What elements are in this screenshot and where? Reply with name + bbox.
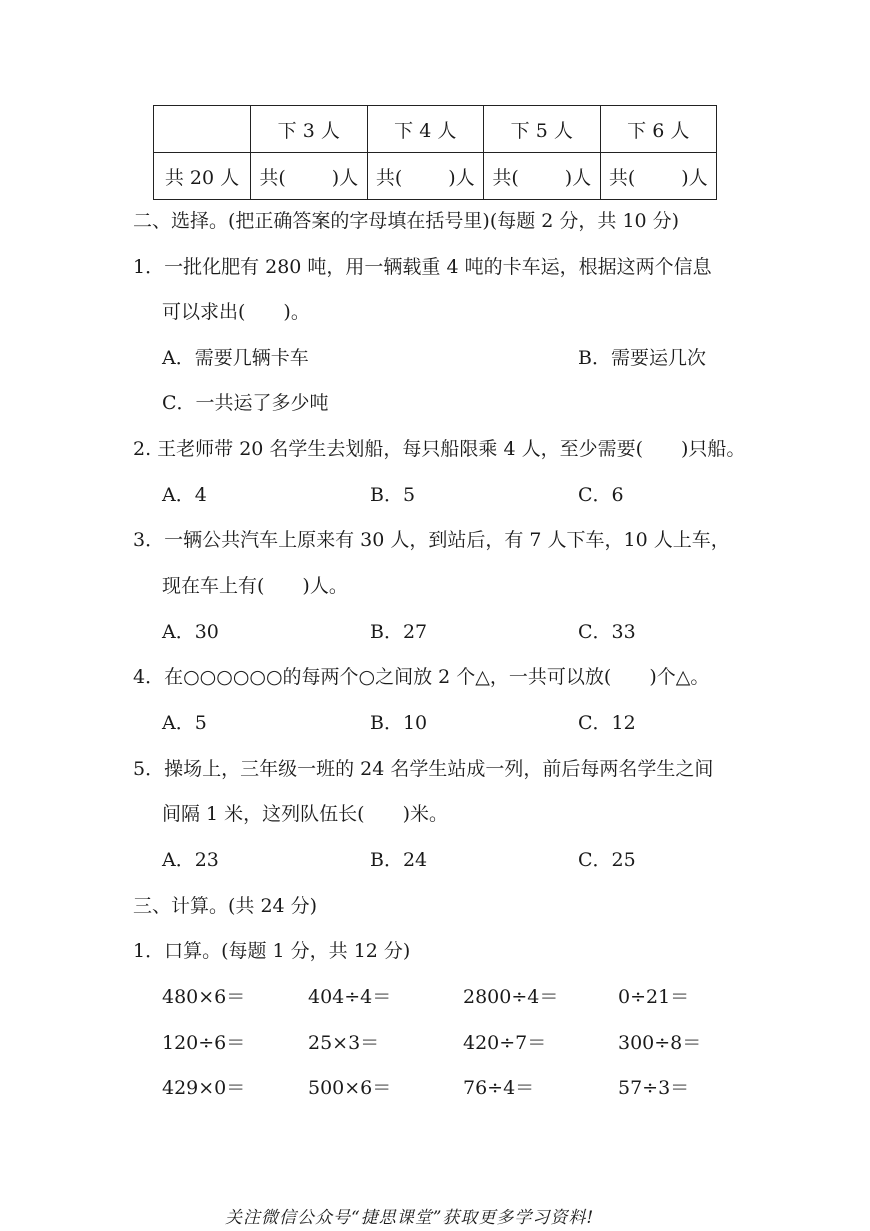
q3-option-c[interactable]: C．33 [578,621,636,643]
calc-item: 2800÷4＝ [463,986,559,1008]
q2-option-a[interactable]: A．4 [162,484,207,506]
table-header-cell: 下 4 人 [367,106,484,153]
table-row-label: 共 20 人 [154,153,251,200]
table-cell[interactable] [251,153,368,200]
cell-prefix: 共( [608,166,636,189]
q2-option-b[interactable]: B．5 [370,484,416,506]
q1-option-c[interactable]: C．一共运了多少吨 [162,392,329,414]
calc-item: 420÷7＝ [463,1032,547,1054]
q5-option-b[interactable]: B．24 [370,849,428,871]
table-cell[interactable] [484,153,601,200]
cell-prefix: 共( [492,166,519,189]
q1-option-b[interactable]: B．需要运几次 [578,347,706,369]
calc-item: 25×3＝ [308,1032,380,1054]
section3-sub1: 1．口算。(每题 1 分，共 12 分) [133,940,411,962]
calc-item: 0÷21＝ [618,986,690,1008]
q3-option-b[interactable]: B．27 [370,621,428,643]
table-header-cell: 下 5 人 [484,106,601,153]
q4-text: 4．在○○○○○○的每两个○之间放 2 个△，一共可以放( )个△。 [133,666,710,688]
table-header-cell: 下 6 人 [600,106,717,153]
footer-note: 关注微信公众号“捷思课堂”获取更多学习资料! [225,1208,595,1228]
calc-item: 300÷8＝ [618,1032,702,1054]
cell-suffix: )人 [564,166,592,189]
calc-item: 404÷4＝ [308,986,392,1008]
cell-suffix: )人 [448,166,475,189]
cell-suffix: )人 [681,166,708,189]
q3-text: 3．一辆公共汽车上原来有 30 人，到站后，有 7 人下车，10 人上车， [133,529,730,551]
table-header-cell: 下 3 人 [251,106,368,153]
q1-text-cont: 可以求出( )。 [162,301,310,323]
cell-prefix: 共( [375,166,403,189]
calc-item: 500×6＝ [308,1077,392,1099]
q5-text-cont: 间隔 1 米，这列队伍长( )米。 [162,803,448,825]
q5-text: 5．操场上，三年级一班的 24 名学生站成一列，前后每两名学生之间 [133,758,714,780]
q5-option-c[interactable]: C．25 [578,849,636,871]
table-header-row [154,106,717,153]
q4-option-b[interactable]: B．10 [370,712,428,734]
answer-table [153,105,717,200]
calc-item: 429×0＝ [162,1077,246,1099]
table-cell[interactable] [600,153,717,200]
calc-item: 57÷3＝ [618,1077,690,1099]
table-header-cell [154,106,251,153]
q2-text: 2. 王老师带 20 名学生去划船，每只船限乘 4 人，至少需要( )只船。 [133,438,746,460]
q3-text-cont: 现在车上有( )人。 [162,575,348,597]
calc-item: 76÷4＝ [463,1077,535,1099]
cell-suffix: )人 [331,166,359,189]
q4-option-c[interactable]: C．12 [578,712,636,734]
table-row [154,153,717,200]
section3-title: 三、计算。(共 24 分) [133,895,318,917]
q2-option-c[interactable]: C．6 [578,484,624,506]
q4-option-a[interactable]: A．5 [162,712,207,734]
q1-text: 1．一批化肥有 280 吨，用一辆载重 4 吨的卡车运，根据这两个信息 [133,256,712,278]
q5-option-a[interactable]: A．23 [162,849,219,871]
calc-item: 120÷6＝ [162,1032,246,1054]
q3-option-a[interactable]: A．30 [162,621,219,643]
section2-title: 二、选择。(把正确答案的字母填在括号里)(每题 2 分，共 10 分) [133,210,680,232]
q1-option-a[interactable]: A．需要几辆卡车 [162,347,309,369]
calc-item: 480×6＝ [162,986,246,1008]
cell-prefix: 共( [259,166,286,189]
table-cell[interactable] [367,153,484,200]
